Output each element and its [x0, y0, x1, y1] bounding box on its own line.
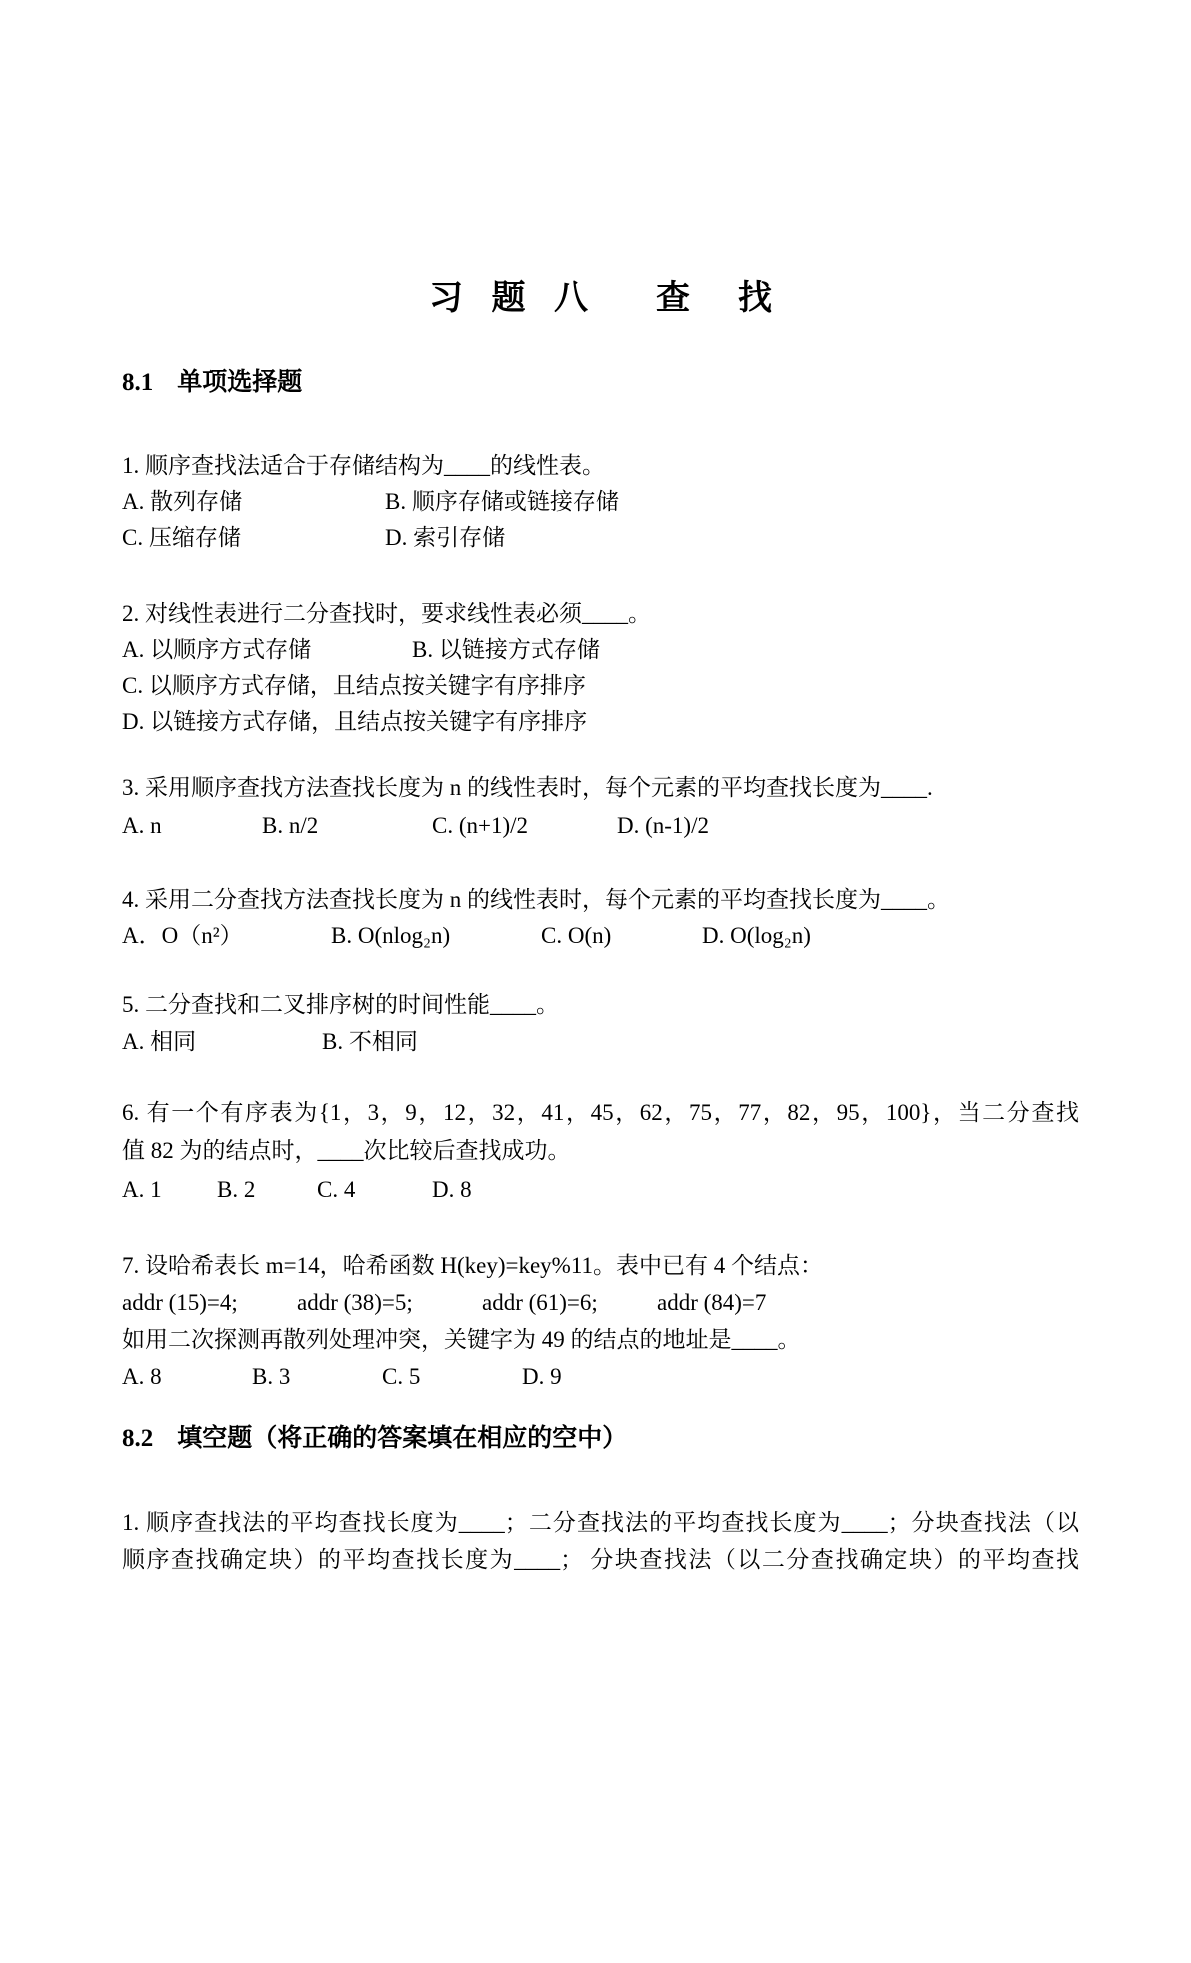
question-1-options-row-2: [122, 520, 1079, 556]
question-2-option-c: C. 以顺序方式存储，且结点按关键字有序排序: [122, 673, 586, 699]
question-5-option-b: B. 不相同: [322, 1029, 418, 1055]
question-7-option-c: C. 5: [382, 1364, 421, 1390]
section-8-1-number: 8.1: [122, 369, 154, 397]
fill-question-1-line-2: 顺序查找确定块）的平均查找长度为____； 分块查找法（以二分查找确定块）的平均查找: [122, 1546, 1079, 1572]
question-5-options: [122, 1023, 1079, 1061]
page-title-part-1: 习 题 八: [429, 280, 594, 317]
section-8-2-label: 填空题（将正确的答案填在相应的空中）: [177, 1425, 628, 1453]
question-2-options-row-2: [122, 668, 1079, 704]
question-7-addr-1: addr (15)=4;: [122, 1290, 238, 1316]
question-7-addr-row: [122, 1284, 1079, 1321]
question-4-option-a: A．O（n²）: [122, 923, 243, 949]
question-4: [122, 882, 1079, 954]
question-3-option-b: B. n/2: [262, 813, 319, 839]
question-7: [122, 1247, 1079, 1395]
question-2-option-a: A. 以顺序方式存储: [122, 637, 312, 663]
question-7-options: [122, 1358, 1079, 1395]
question-7-text-line-1: 7. 设哈希表长 m=14，哈希函数 H(key)=key%11。表中已有 4 个结点：: [122, 1253, 823, 1279]
document-page: [0, 280, 1191, 1578]
question-7-addr-2: addr (38)=5;: [297, 1290, 413, 1316]
question-3-text: 3. 采用顺序查找方法查找长度为 n 的线性表时，每个元素的平均查找长度为____.: [122, 775, 933, 801]
page-title-part-2: 查: [656, 280, 690, 317]
question-4-option-d: D. O(log₂n): [702, 923, 811, 949]
question-2-text: 2. 对线性表进行二分查找时，要求线性表必须____。: [122, 601, 651, 627]
fill-question-1: [122, 1504, 1079, 1578]
question-1-option-c: C. 压缩存储: [122, 525, 241, 551]
question-2-option-d: D. 以链接方式存储，且结点按关键字有序排序: [122, 709, 588, 735]
question-6: [122, 1094, 1079, 1210]
question-7-option-b: B. 3: [252, 1364, 291, 1390]
question-5: [122, 987, 1079, 1061]
question-1-text: 1. 顺序查找法适合于存储结构为____的线性表。: [122, 453, 605, 479]
page-title-part-3: 找: [738, 280, 772, 317]
question-2-options-row-3: [122, 704, 1079, 740]
question-4-text: 4. 采用二分查找方法查找长度为 n 的线性表时，每个元素的平均查找长度为____。: [122, 887, 950, 913]
question-3-options: [122, 806, 1079, 846]
fill-question-1-line-1: 1. 顺序查找法的平均查找长度为____；二分查找法的平均查找长度为____；分块查找法（以: [122, 1509, 1079, 1535]
question-2: [122, 596, 1079, 740]
question-7-option-a: A. 8: [122, 1364, 162, 1390]
question-6-text-line-1: 6. 有一个有序表为{1，3，9，12，32，41，45，62，75，77，82，95，100}，当二分查找: [122, 1100, 1079, 1126]
question-7-text-line-2: 如用二次探测再散列处理冲突，关键字为 49 的结点的地址是____。: [122, 1327, 801, 1353]
question-4-option-b: B. O(nlog₂n): [331, 923, 451, 949]
question-1-option-d: D. 索引存储: [385, 525, 506, 551]
page-title: [122, 280, 1079, 317]
question-1: [122, 448, 1079, 556]
section-8-1-heading: [122, 369, 1079, 398]
question-5-option-a: A. 相同: [122, 1029, 197, 1055]
question-3-option-c: C. (n+1)/2: [432, 813, 529, 839]
question-6-option-b: B. 2: [217, 1177, 256, 1203]
question-1-option-b: B. 顺序存储或链接存储: [385, 489, 619, 515]
question-6-options: [122, 1170, 1079, 1210]
section-8-2-number: 8.2: [122, 1425, 154, 1453]
question-2-option-b: B. 以链接方式存储: [412, 637, 600, 663]
question-1-options-row-1: [122, 484, 1079, 520]
question-7-addr-4: addr (84)=7: [657, 1290, 767, 1316]
question-3-option-a: A. n: [122, 813, 162, 839]
question-5-text: 5. 二分查找和二叉排序树的时间性能____。: [122, 992, 559, 1018]
question-6-option-c: C. 4: [317, 1177, 356, 1203]
question-1-option-a: A. 散列存储: [122, 489, 243, 515]
section-8-1-label: 单项选择题: [177, 369, 303, 397]
question-4-option-c: C. O(n): [541, 923, 612, 949]
question-6-option-a: A. 1: [122, 1177, 162, 1203]
question-7-option-d: D. 9: [522, 1364, 562, 1390]
question-6-option-d: D. 8: [432, 1177, 472, 1203]
question-2-options-row-1: [122, 632, 1079, 668]
section-8-2-heading: [122, 1425, 1079, 1454]
question-7-addr-3: addr (61)=6;: [482, 1290, 598, 1316]
question-3: [122, 770, 1079, 846]
question-3-option-d: D. (n-1)/2: [617, 813, 709, 839]
question-6-text-line-2: 值 82 为的结点时，____次比较后查找成功。: [122, 1138, 571, 1164]
question-4-options: [122, 918, 1079, 954]
